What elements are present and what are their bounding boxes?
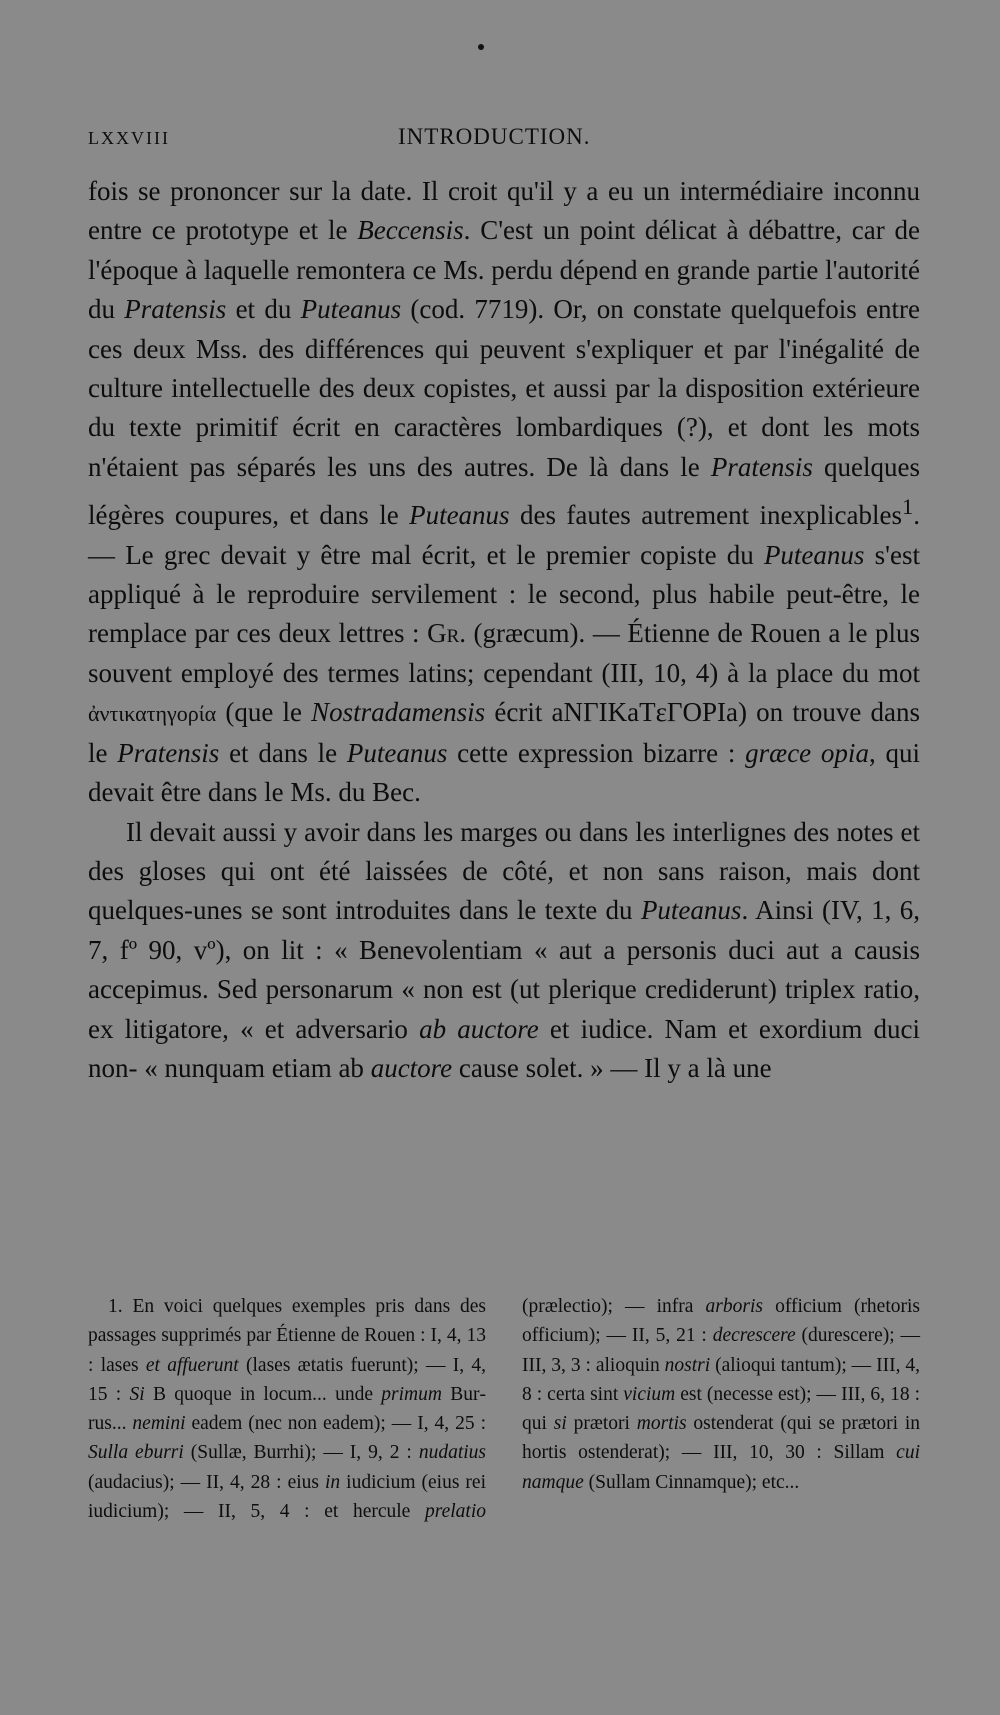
text-run: (prælectio); — infra [522, 1296, 706, 1317]
text-run: (lases ætatis fuerunt); — I, 4, 15 : [88, 1354, 486, 1405]
italic-phrase: Si [129, 1383, 145, 1405]
italic-phrase: Sulla eburri [88, 1442, 184, 1464]
small-caps-abbrev: Gr. [427, 618, 467, 649]
text-run: Il devait aussi y avoir dans les marges ou dans les interlignes des notes et des gloses qui ont été laissées de côté, et non sans raison, mais dont quelques-unes se sont introduites dans le texte du [88, 816, 920, 926]
italic-title: Puteanus [300, 294, 402, 325]
italic-phrase: et affuerunt [145, 1354, 239, 1376]
text-run: prætori [566, 1413, 637, 1435]
italic-title: Puteanus [346, 737, 448, 768]
text-run: (græcum). — Étienne de Rouen a le plus souvent employé des termes latins; cependant (III, 10, 4) à la place du mot [88, 618, 920, 688]
italic-phrase: nudatius [418, 1442, 486, 1464]
text-run: fois se prononcer sur la date. Il croit qu'il y a eu un intermédiaire inconnu entre ce prototype et le [88, 176, 920, 246]
footnote-ref: 1 [902, 494, 914, 520]
text-run: B quoque in locum... unde [144, 1383, 382, 1405]
text-run: , qui devait être dans le Ms. du Bec. [88, 737, 920, 808]
italic-title: Pratensis [124, 294, 227, 325]
italic-phrase: nemini [132, 1413, 186, 1435]
ink-speck [478, 44, 484, 50]
text-run: iudicium (eius rei iudicium); — II, 5, 4 : et hercule [88, 1471, 486, 1523]
paragraph-2 [88, 813, 920, 1089]
italic-phrase: græce opia [745, 737, 869, 768]
italic-phrase: prelatio [424, 1501, 486, 1523]
italic-phrase: vicium [623, 1383, 676, 1405]
text-run: et du [226, 294, 301, 325]
text-run: (durescere); — III, 3, 3 : alioquin [522, 1325, 920, 1376]
text-run: . C'est un point délicat à débattre, car de l'époque à laquelle remontera ce Ms. perdu dépend en grande partie l'autorité du [88, 215, 920, 325]
main-text [88, 172, 920, 1088]
italic-title: Beccensis [357, 215, 464, 246]
italic-phrase: ab auctore [419, 1013, 539, 1044]
text-run: s'est appliqué à le reproduire servilement : le second, plus habile peut-être, le remplace par ces deux lettres : [88, 539, 920, 649]
text-run: (Sullam Cinnamque); etc... [583, 1471, 800, 1493]
text-run: 1. En voici quelques exemples pris dans des passages supprimés par Étienne de Rouen : I, 4, 13 : lases [88, 1296, 486, 1376]
italic-phrase: mortis [636, 1413, 687, 1435]
italic-phrase: decrescere [712, 1325, 796, 1347]
text-run: est (necesse est); — III, 6, 18 : qui [522, 1383, 920, 1435]
italic-phrase: auctore [370, 1052, 453, 1083]
text-run: cette expression bizarre : [447, 737, 746, 768]
text-run: Burrus... [88, 1383, 487, 1435]
text-run: officium (rhetoris officium); — II, 5, 21 : [522, 1296, 921, 1347]
footnote-1 [88, 1292, 920, 1526]
italic-phrase: in [325, 1471, 341, 1493]
text-run: . — Le grec devait y être mal écrit, et le premier copiste du [88, 500, 920, 570]
italic-title: Puteanus [763, 539, 865, 570]
footnote-block [88, 1292, 920, 1526]
italic-phrase: arboris [705, 1296, 763, 1317]
running-title: INTRODUCTION. [398, 124, 591, 149]
greek-word: ἀντικατηγορία [88, 701, 217, 727]
text-run: (que le [216, 697, 312, 728]
text-run: ostenderat (qui se prætori in hortis ostenderat); — III, 10, 30 : Sillam [522, 1413, 920, 1464]
italic-phrase: primum [381, 1383, 442, 1405]
italic-title: Puteanus [409, 500, 510, 531]
text-run: . Ainsi (IV, 1, 6, 7, fº 90, vº), on lit : « Benevolentiam « aut a personis duci aut a causis accepimus. Sed personarum « non est (ut plerique crediderunt) triplex ratio, ex litigatore, « et adversario [88, 895, 920, 1044]
text-run: eadem (nec non eadem); — I, 4, 25 : [185, 1413, 486, 1435]
text-run: quelques légères coupures, et dans le [88, 451, 920, 531]
italic-title: Nostradamensis [311, 697, 486, 728]
text-run: (audacius); — II, 4, 28 : eius [88, 1471, 325, 1493]
italic-phrase: nostri [664, 1354, 711, 1376]
text-run: (alioqui tantum); — III, 4, 8 : certa sint [522, 1354, 920, 1405]
paragraph-1 [88, 172, 920, 813]
italic-phrase: si [553, 1413, 567, 1435]
page-number: LXXVIII [88, 128, 170, 148]
text-run: (Sullæ, Burrhi); — I, 9, 2 : [183, 1442, 419, 1464]
text-run: et iudice. Nam et exordium duci non- « nunquam etiam ab [88, 1013, 920, 1083]
italic-title: Puteanus [640, 895, 742, 926]
text-run: écrit aNΓIKaTεΓOPIa) on trouve dans le [88, 697, 920, 768]
text-run: et dans le [219, 737, 347, 768]
italic-phrase: cui namque [522, 1442, 920, 1493]
italic-title: Pratensis [117, 737, 220, 768]
page-header [88, 124, 918, 158]
text-run: cause solet. » — Il y a là une [452, 1052, 772, 1083]
italic-title: Pratensis [710, 451, 813, 482]
text-run: des fautes autrement inexplicables [509, 500, 902, 531]
text-run: (cod. 7719). Or, on constate quelquefois entre ces deux Mss. des différences qui peuvent s'expliquer et par l'inégalité de culture intellectuelle des deux copistes, et aussi par la disposition extérieure du texte primitif écrit en caractères lombardiques (?), et dont les mots n'étaient pas séparés les uns des autres. De là dans le [88, 294, 920, 482]
